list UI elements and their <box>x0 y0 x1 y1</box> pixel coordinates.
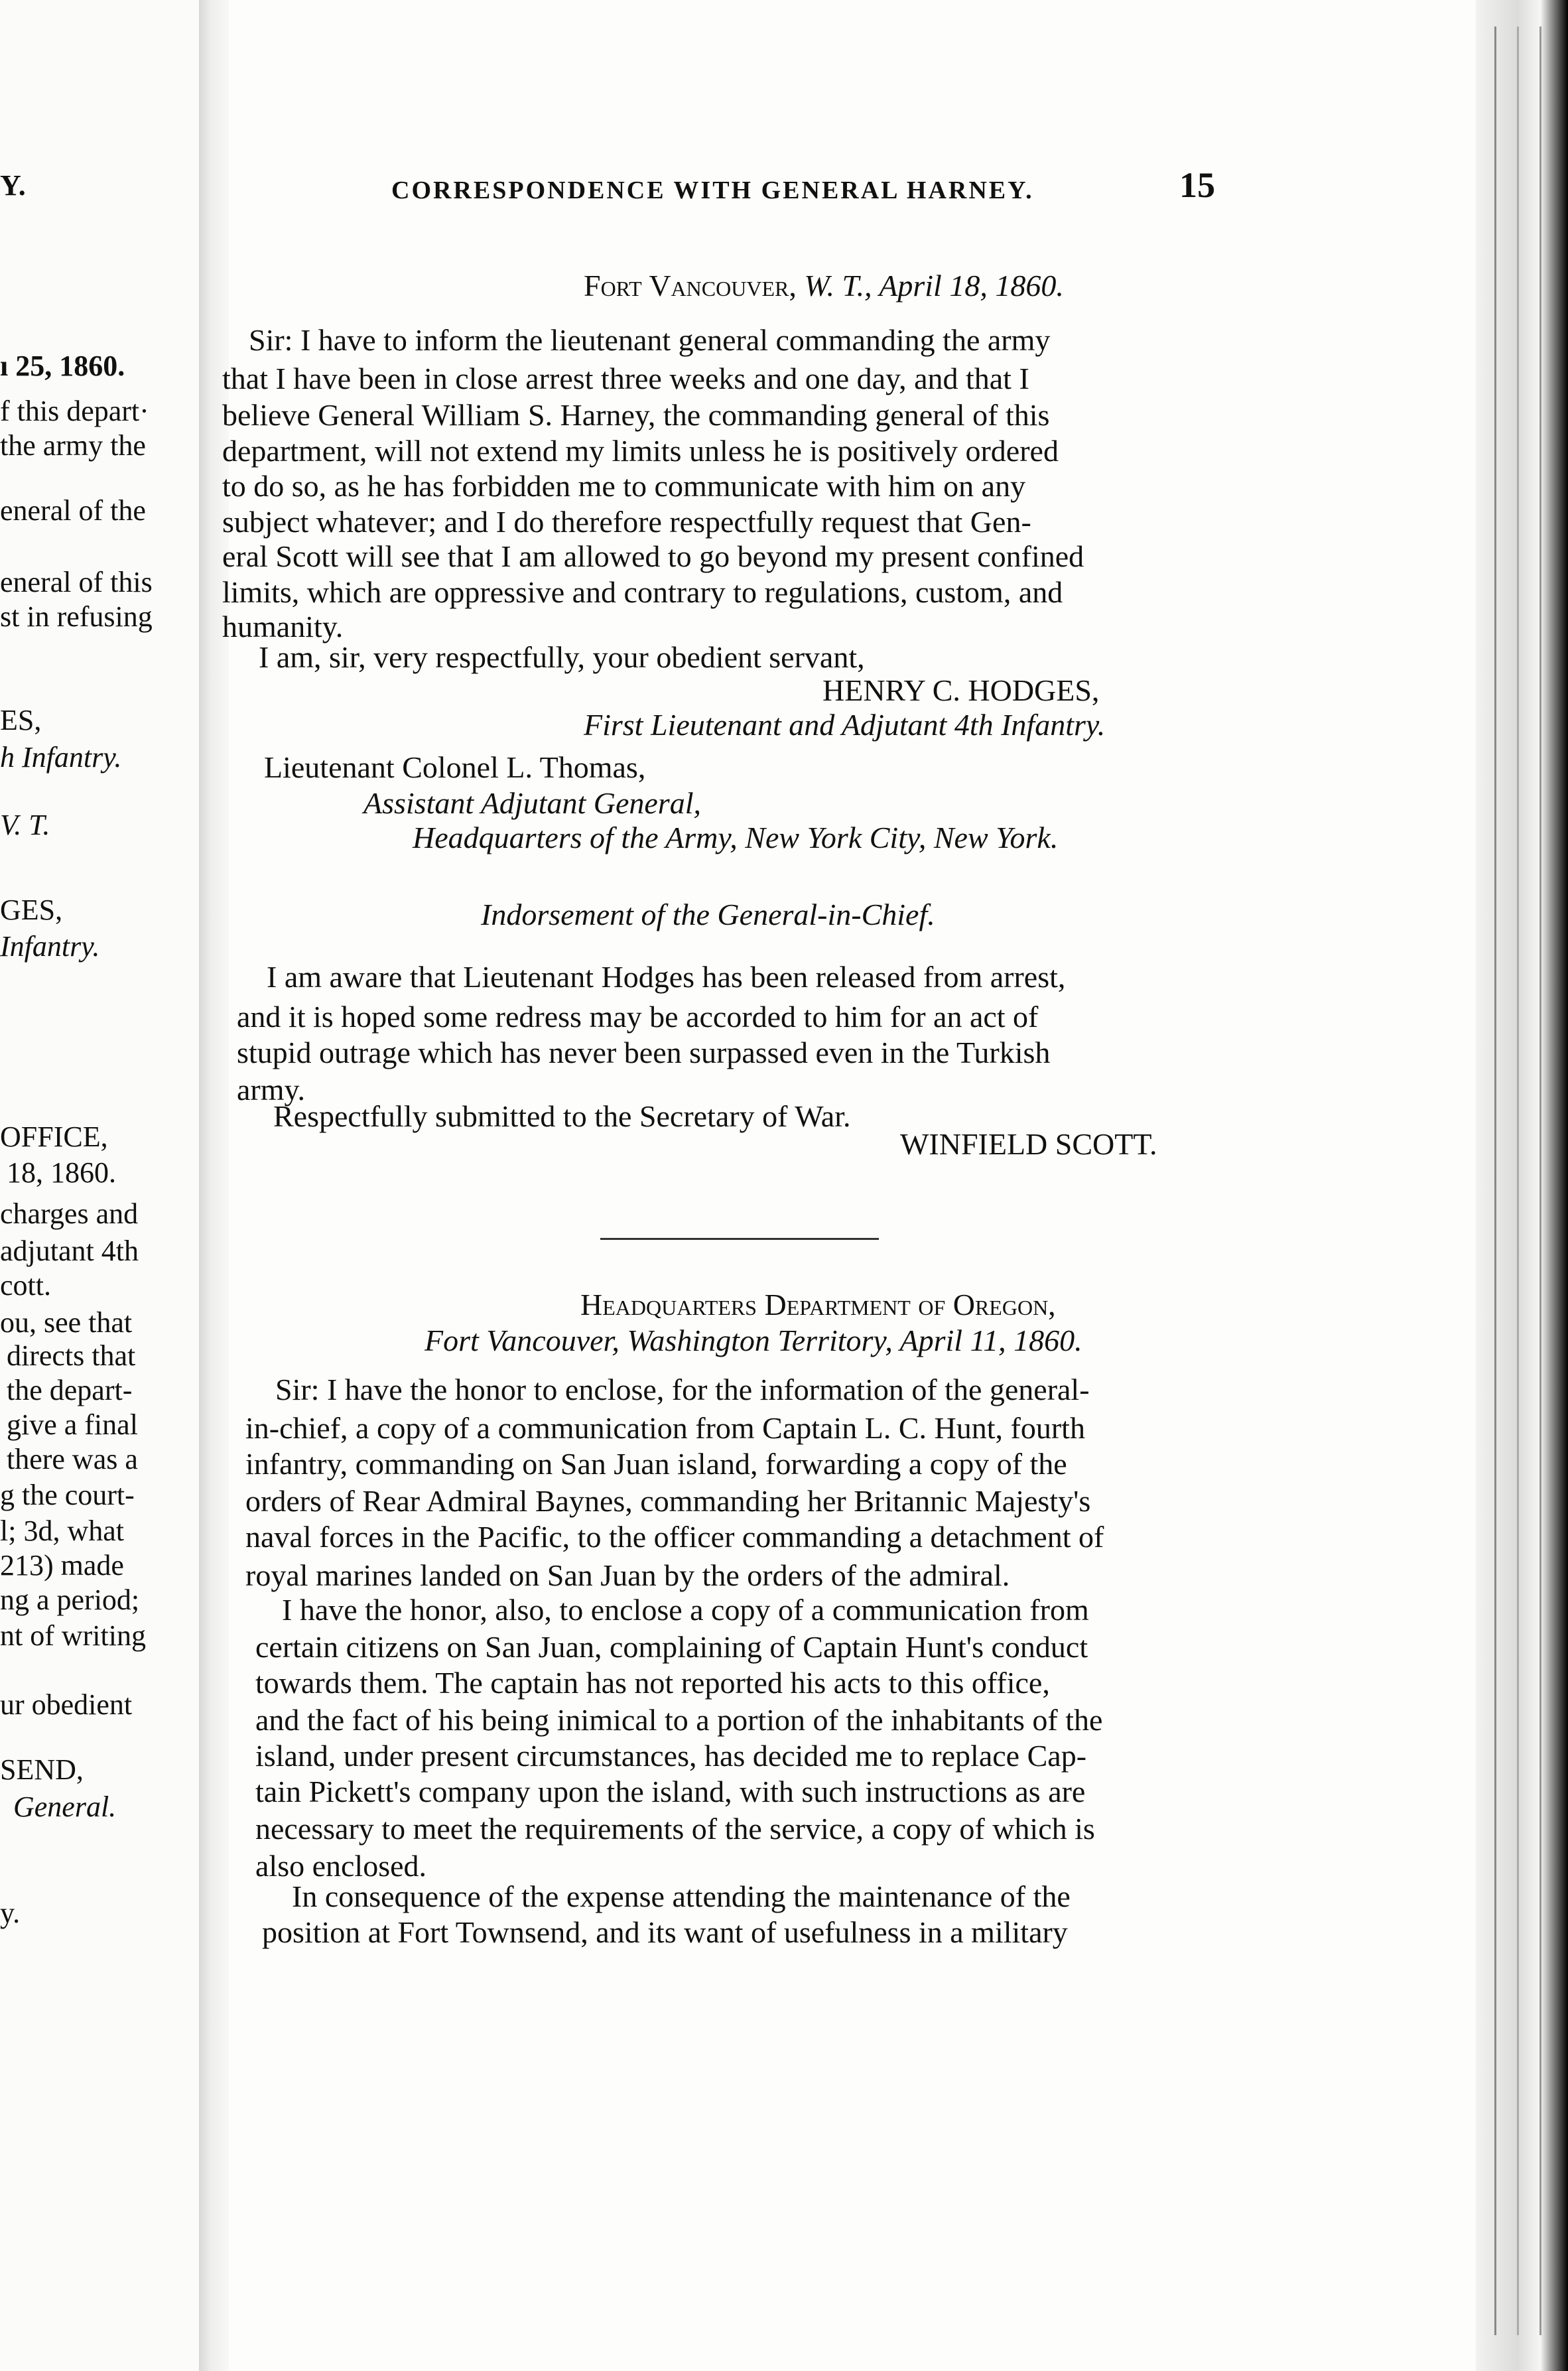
left-page-line: g the court- <box>0 1479 135 1511</box>
left-page-line: Y. <box>0 169 26 202</box>
left-page-line: GES, <box>0 894 63 926</box>
left-page-line: ng a period; <box>0 1584 140 1616</box>
left-page-line: eneral of this <box>0 566 153 598</box>
letter-body-line: that I have been in close arrest three weeks and one day, and that I <box>222 362 1029 395</box>
letter2-body-line: and the fact of his being inimical to a portion of the inhabitants of the <box>255 1703 1103 1737</box>
letter2-body-line: position at Fort Townsend, and its want of usefulness in a military <box>262 1915 1068 1949</box>
letter2-body-line: infantry, commanding on San Juan island, forwarding a copy of the <box>245 1447 1067 1481</box>
letter2-body-line: certain citizens on San Juan, complaining of Captain Hunt's conduct <box>255 1630 1088 1664</box>
left-page-line: l; 3d, what <box>0 1515 124 1547</box>
left-page-line: V. T. <box>0 809 50 841</box>
left-page-line: there was a <box>7 1443 138 1475</box>
page-edge <box>1476 0 1568 2371</box>
left-page-line: SEND, <box>0 1753 84 1786</box>
left-page-line: Infantry. <box>0 930 100 963</box>
indorsement-line: army. <box>237 1073 306 1107</box>
page-edge-line <box>1494 27 1496 2335</box>
letter2-body-line: In consequence of the expense attending the maintenance of the <box>292 1879 1071 1913</box>
letter2-body-line: towards them. The captain has not reported his acts to this office, <box>255 1666 1050 1700</box>
addressee-title: Assistant Adjutant General, <box>363 786 701 820</box>
left-page-line: charges and <box>0 1197 139 1230</box>
letter-closing: I am, sir, very respectfully, your obedient servant, <box>259 640 865 674</box>
letter-body-line: eral Scott will see that I am allowed to go beyond my present confined <box>222 539 1084 573</box>
signature: HENRY C. HODGES, <box>822 673 1100 707</box>
letter-body-line: believe General William S. Harney, the commanding general of this <box>222 398 1050 432</box>
letter-body-line: Sir: I have to inform the lieutenant general commanding the army <box>249 323 1051 357</box>
left-page-line: ur obedient <box>0 1688 133 1721</box>
left-page-line: adjutant 4th <box>0 1235 139 1267</box>
dateline <box>584 271 1064 301</box>
letter-body-line: department, will not extend my limits unless he is positively ordered <box>222 434 1059 468</box>
letter2-body-line: naval forces in the Pacific, to the officer commanding a detachment of <box>245 1520 1104 1554</box>
indorsement-heading: Indorsement of the General-in-Chief. <box>481 898 935 931</box>
letter-body-line: subject whatever; and I do therefore respectfully request that Gen- <box>222 505 1031 539</box>
dateline-date: W. T., April 18, 1860. <box>804 269 1064 303</box>
page-number: 15 <box>1179 165 1215 205</box>
left-page-line: ou, see that <box>0 1306 133 1339</box>
left-page-line: General. <box>13 1791 117 1823</box>
letter2-body-line: Sir: I have the honor to enclose, for the information of the general- <box>275 1373 1090 1406</box>
indorsement-submitted: Respectfully submitted to the Secretary of War. <box>273 1099 851 1133</box>
page-edge-line <box>1517 27 1519 2335</box>
letter2-body-line: royal marines landed on San Juan by the orders of the admiral. <box>245 1558 1010 1592</box>
left-page-line: st in refusing <box>0 600 153 633</box>
left-page-line: cott. <box>0 1269 51 1302</box>
letter2-body-line: in-chief, a copy of a communication from Captain L. C. Hunt, fourth <box>245 1411 1085 1445</box>
page-edge-line <box>1539 27 1541 2335</box>
page-gutter <box>199 0 229 2371</box>
indorsement-line: and it is hoped some redress may be accorded to him for an act of <box>237 1000 1039 1034</box>
addressee-location: Headquarters of the Army, New York City, New York. <box>413 821 1059 854</box>
left-page-line: y. <box>0 1897 21 1929</box>
letter2-body-line: island, under present circumstances, has decided me to replace Cap- <box>255 1739 1087 1773</box>
left-page-line: directs that <box>7 1339 136 1372</box>
left-page-line: give a final <box>7 1408 138 1441</box>
indorsement-line: I am aware that Lieutenant Hodges has been released from arrest, <box>267 960 1066 994</box>
left-page-line: OFFICE, <box>0 1120 108 1153</box>
letter-body-line: limits, which are oppressive and contrary to regulations, custom, and <box>222 575 1063 609</box>
letter-body-line: to do so, as he has forbidden me to communicate with him on any <box>222 469 1026 503</box>
left-page-line: ı 25, 1860. <box>0 350 125 382</box>
section-divider <box>600 1238 879 1240</box>
letter2-heading: Headquarters Department of Oregon, <box>580 1288 1056 1321</box>
addressee: Lieutenant Colonel L. Thomas, <box>264 750 646 784</box>
left-page-line: 18, 1860. <box>7 1156 116 1189</box>
letter2-dateline: Fort Vancouver, Washington Territory, April 11, 1860. <box>425 1323 1082 1357</box>
left-page-line: the depart- <box>7 1374 133 1406</box>
letter2-body-line: also enclosed. <box>255 1849 427 1883</box>
letter2-body-line: I have the honor, also, to enclose a copy of a communication from <box>282 1593 1089 1627</box>
left-page-line: the army the <box>0 429 146 462</box>
signature-title: First Lieutenant and Adjutant 4th Infantry. <box>584 708 1106 742</box>
letter2-body-line: necessary to meet the requirements of the service, a copy of which is <box>255 1812 1095 1846</box>
letter2-body-line: tain Pickett's company upon the island, with such instructions as are <box>255 1775 1086 1808</box>
left-page <box>0 0 199 2371</box>
left-page-line: nt of writing <box>0 1619 146 1652</box>
letter2-body-line: orders of Rear Admiral Baynes, commanding her Britannic Majesty's <box>245 1484 1091 1518</box>
indorsement-line: stupid outrage which has never been surpassed even in the Turkish <box>237 1036 1051 1069</box>
running-head: CORRESPONDENCE WITH GENERAL HARNEY. <box>391 176 1034 204</box>
left-page-line: h Infantry. <box>0 741 122 774</box>
left-page-line: eneral of the <box>0 494 146 527</box>
dateline-place: Fort Vancouver, <box>584 269 797 303</box>
left-page-line: ES, <box>0 704 42 736</box>
left-page-line: f this depart· <box>0 395 149 427</box>
left-page-line: 213) made <box>0 1549 124 1582</box>
letter-body-line: humanity. <box>222 610 344 644</box>
indorsement-signature: WINFIELD SCOTT. <box>900 1127 1157 1161</box>
